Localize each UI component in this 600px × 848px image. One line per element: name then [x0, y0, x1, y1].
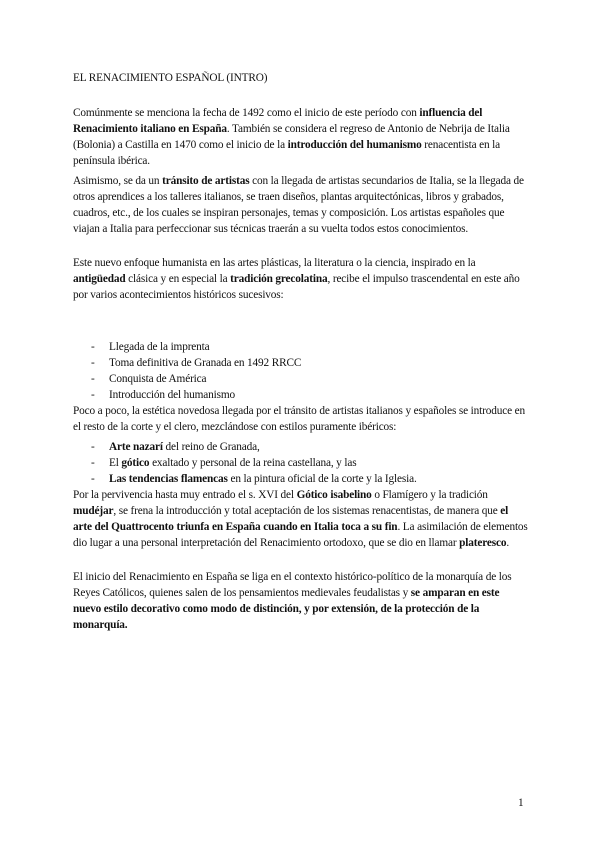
bold-text: se amparan en este nuevo estilo decorativo como modo de distinción, y por extensión, de la protección de la monarquía. [73, 587, 500, 631]
bold-text: introducción del humanismo [287, 139, 422, 151]
page-title: EL RENACIMIENTO ESPAÑOL (INTRO) [73, 72, 268, 84]
bold-text: mudéjar [73, 505, 114, 517]
bold-text: influencia del Renacimiento italiano en España [73, 107, 483, 135]
text: clásica y en especial la [125, 273, 231, 285]
styles-list [73, 439, 528, 487]
text: o Flamígero y la tradición [371, 489, 488, 501]
paragraph-monarchy [73, 569, 528, 633]
bold-text: Arte nazarí [109, 441, 163, 453]
list-item: - Conquista de América [73, 371, 528, 387]
text: del reino de Granada, [162, 441, 260, 453]
text: . La asimilación de elementos dio lugar a una personal interpretación del Renacimiento ortodoxo, que se dio en llamar [73, 521, 528, 549]
list-item [73, 455, 528, 471]
bold-text: tradición grecolatina [230, 273, 328, 285]
text: Por la pervivencia hasta muy entrado el s. XVI del [73, 489, 297, 501]
text: El inicio del Renacimiento en España se liga en el contexto histórico-político de la monarquía de los Reyes Católicos, quienes salen de los pensamientos medievales feudalistas y [73, 571, 512, 599]
document-body [73, 70, 528, 633]
text: exaltado y personal de la reina castellana, y las [149, 457, 357, 469]
text: Este nuevo enfoque humanista en las artes plásticas, la literatura o la ciencia, inspirado en la [73, 257, 476, 269]
text: renacentista en la península ibérica. [73, 139, 501, 167]
text: con la llegada de artistas secundarios de Italia, se la llegada de otros aprendices a los talleres italianos, se traen diseños, plantas arquitectónicas, libros y grabados, cuadros, etc., de los cuales se inspiran personajes, temas y composición. Los artistas españoles que viajan a Italia para perfeccionar sus técnicas traerán a su vuelta todos estos conocimientos. [73, 175, 524, 235]
text: . [506, 537, 510, 549]
text: , se frena la introducción y total aceptación de los sistemas renacentistas, de manera que [113, 505, 501, 517]
list-item: - Llegada de la imprenta [73, 339, 528, 355]
list-item: - Toma definitiva de Granada en 1492 RRCC [73, 355, 528, 371]
bold-text: antigüedad [73, 273, 126, 285]
bold-text: gótico [121, 457, 150, 469]
paragraph-artists [73, 173, 528, 237]
bold-text: Las tendencias flamencas [109, 473, 228, 485]
text: Comúnmente se menciona la fecha de 1492 como el inicio de este período con [73, 107, 420, 119]
list-item [73, 471, 528, 487]
bold-text: tránsito de artistas [162, 175, 250, 187]
bold-text: el arte del Quattrocento triunfa en España cuando en Italia toca a su fin [73, 505, 509, 533]
text: Asimismo, se da un [73, 175, 163, 187]
list-item [73, 439, 528, 455]
paragraph-intro [73, 105, 528, 169]
page-number: 1 [518, 797, 524, 809]
paragraph-humanism [73, 255, 528, 303]
paragraph-aesthetics: Poco a poco, la estética novedosa llegada por el tránsito de artistas italianos y españoles se introduce en el resto de la corte y el clero, mezclándose con estilos puramente ibéricos: [73, 405, 525, 433]
text: , recibe el impulso trascendental en este año por varios acontecimientos históricos sucesivos: [73, 273, 520, 301]
paragraph-gothic [73, 487, 528, 551]
text: . También se considera el regreso de Antonio de Nebrija de Italia (Bolonia) a Castilla en 1470 como el inicio de la [73, 123, 510, 151]
events-list [73, 339, 528, 403]
bold-text: Gótico isabelino [296, 489, 372, 501]
text: en la pintura oficial de la corte y la Iglesia. [227, 473, 417, 485]
list-item: - Introducción del humanismo [73, 387, 528, 403]
text: El [109, 457, 122, 469]
bold-text: plateresco [459, 537, 507, 549]
